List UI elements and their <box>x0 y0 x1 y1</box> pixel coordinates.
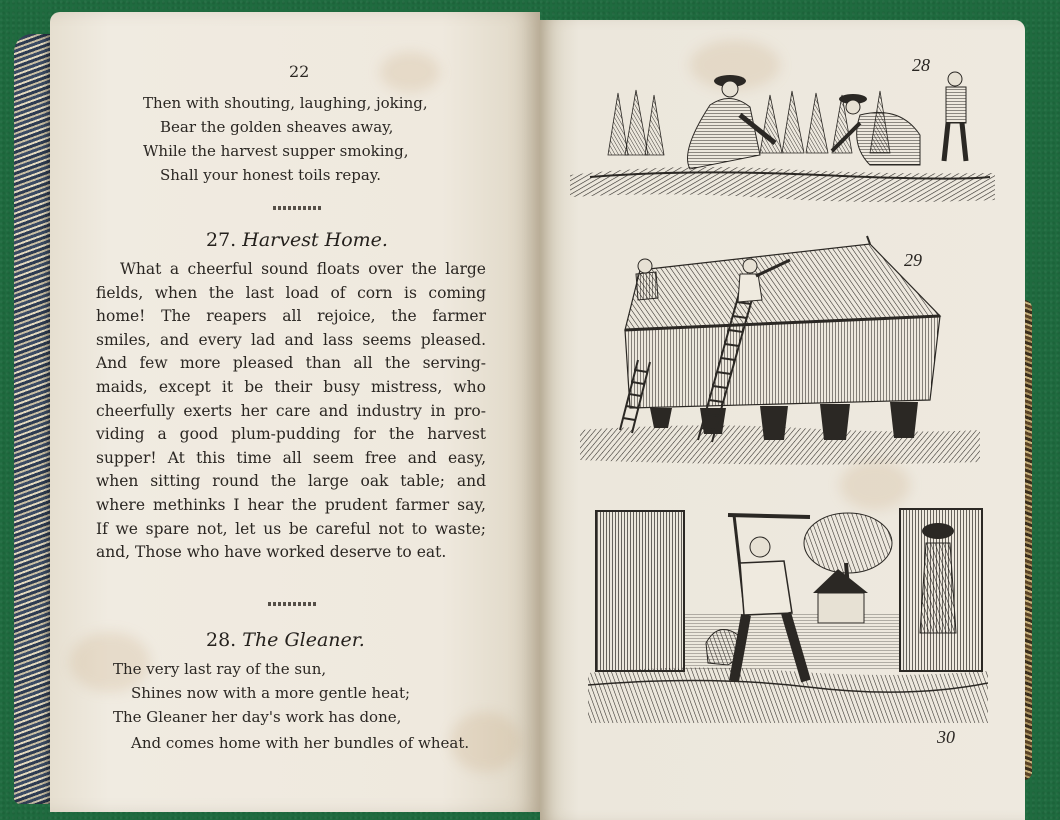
verse-line: Bear the golden sheaves away, <box>160 118 394 136</box>
prose-line: If we spare not, let us be careful not to waste; <box>96 519 486 538</box>
verse-line: And comes home with her bundles of wheat. <box>131 734 470 752</box>
verse-line: The Gleaner her day's work has done, <box>113 708 402 726</box>
ornamental-rule <box>268 602 316 606</box>
verse-line: Shines now with a more gentle heat; <box>131 684 411 702</box>
book-marbled-edge-left <box>14 34 54 804</box>
plate-number: 28 <box>912 55 930 75</box>
prose-line: when sitting round the large oak table; and <box>96 472 486 491</box>
engraving-gleaners <box>570 65 995 205</box>
ornamental-rule <box>273 206 321 210</box>
verse-line: Then with shouting, laughing, joking, <box>143 94 428 112</box>
section-heading-the-gleaner <box>206 629 365 651</box>
prose-line: cheerfully exerts her care and industry in pro- <box>96 401 486 420</box>
prose-line: viding a good plum-pudding for the harvest <box>96 425 486 444</box>
section-heading-harvest-home <box>206 229 388 251</box>
section-title: Harvest Home. <box>242 229 388 251</box>
section-number: 28. <box>206 629 237 651</box>
prose-line: And few more pleased than all the serving- <box>96 354 486 373</box>
prose-line: fields, when the last load of corn is coming <box>96 283 486 302</box>
plate-number: 29 <box>904 250 922 270</box>
engraving-hayrick <box>580 230 980 465</box>
prose-line: smiles, and every lad and lass seems pleased. <box>96 330 486 349</box>
verse-line: While the harvest supper smoking, <box>143 142 409 160</box>
section-number: 27. <box>206 229 237 251</box>
prose-line: where methinks I hear the prudent farmer say, <box>96 496 486 514</box>
prose-line: maids, except it be their busy mistress, who <box>96 378 486 396</box>
verse-line: Shall your honest toils repay. <box>160 166 382 184</box>
section-title: The Gleaner. <box>242 629 365 651</box>
engraving-thresher <box>588 503 988 725</box>
prose-line: What a cheerful sound floats over the large <box>120 260 486 278</box>
prose-line: home! The reapers all rejoice, the farmer <box>96 307 486 326</box>
prose-line: supper! At this time all seem free and easy, <box>96 448 486 467</box>
verse-line: The very last ray of the sun, <box>113 660 327 678</box>
prose-line: and, Those who have worked deserve to eat. <box>96 543 447 562</box>
page-number-left: 22 <box>289 62 310 81</box>
plate-number: 30 <box>937 727 955 747</box>
